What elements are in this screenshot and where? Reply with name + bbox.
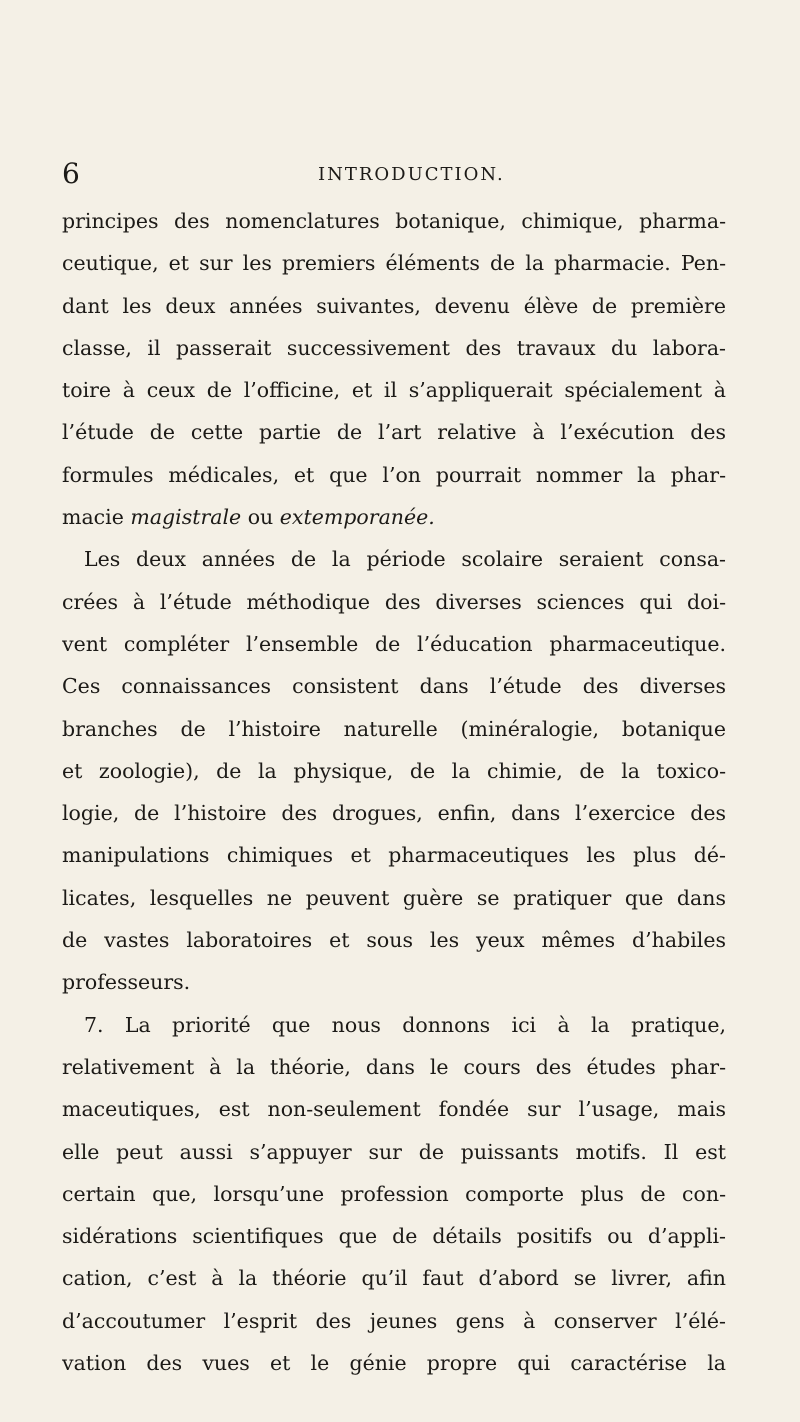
text-line: branches de l’histoire naturelle (minéralogie, botanique: [62, 716, 726, 741]
text-line: sidérations scientifiques que de détails positifs ou d’appli-: [62, 1224, 726, 1249]
text-line: ceutique, et sur les premiers éléments de la pharmacie. Pen-: [62, 251, 726, 276]
text-line: l’étude de cette partie de l’art relative à l’exécution des: [62, 420, 726, 445]
text-line: vation des vues et le génie propre qui caractérise la: [62, 1351, 726, 1376]
text-line: de vastes laboratoires et sous les yeux mêmes d’habiles: [62, 928, 726, 953]
text-line: d’accoutumer l’esprit des jeunes gens à conserver l’élé-: [62, 1308, 726, 1333]
text-line: et zoologie), de la physique, de la chimie, de la toxico-: [62, 758, 726, 783]
text-line: formules médicales, et que l’on pourrait nommer la phar-: [62, 462, 726, 487]
text-line: vent compléter l’ensemble de l’éducation pharmaceutique.: [62, 631, 726, 656]
text-line: licates, lesquelles ne peuvent guère se pratiquer que dans: [62, 885, 726, 910]
text-line: principes des nomenclatures botanique, chimique, pharma-: [62, 209, 726, 233]
page-header: [62, 156, 722, 192]
text-line: logie, de l’histoire des drogues, enfin, dans l’exercice des: [62, 801, 726, 826]
text-line: classe, il passerait successivement des travaux du labora-: [62, 335, 726, 360]
paragraph-start-line: Les deux années de la période scolaire seraient consa-: [84, 547, 726, 572]
text-line: [62, 496, 726, 538]
text-run: ou: [247, 505, 274, 530]
italic-term: magistrale: [130, 505, 242, 530]
paragraph-start-line: 7. La priorité que nous donnons ici à la pratique,: [84, 1012, 726, 1037]
text-line: certain que, lorsqu’une profession comporte plus de con-: [62, 1181, 726, 1206]
body-text: [62, 200, 726, 1384]
text-line: dant les deux années suivantes, devenu élève de première: [62, 293, 726, 318]
italic-term: extemporanée.: [279, 505, 435, 530]
text-line: relativement à la théorie, dans le cours des études phar-: [62, 1054, 726, 1079]
text-line: cation, c’est à la théorie qu’il faut d’abord se livrer, afin: [62, 1266, 726, 1291]
running-title: INTRODUCTION.: [318, 164, 505, 185]
text-run: macie: [62, 505, 124, 530]
text-line: elle peut aussi s’appuyer sur de puissants motifs. Il est: [62, 1139, 726, 1164]
text-line: crées à l’étude méthodique des diverses sciences qui doi-: [62, 589, 726, 614]
text-line: toire à ceux de l’officine, et il s’appliquerait spécialement à: [62, 378, 726, 403]
page-number: 6: [62, 157, 80, 190]
text-line: Ces connaissances consistent dans l’étude des diverses: [62, 674, 726, 699]
text-line: manipulations chimiques et pharmaceutiques les plus dé-: [62, 843, 726, 868]
text-line: professeurs.: [62, 970, 191, 995]
text-line: maceutiques, est non-seulement fondée sur l’usage, mais: [62, 1097, 726, 1122]
